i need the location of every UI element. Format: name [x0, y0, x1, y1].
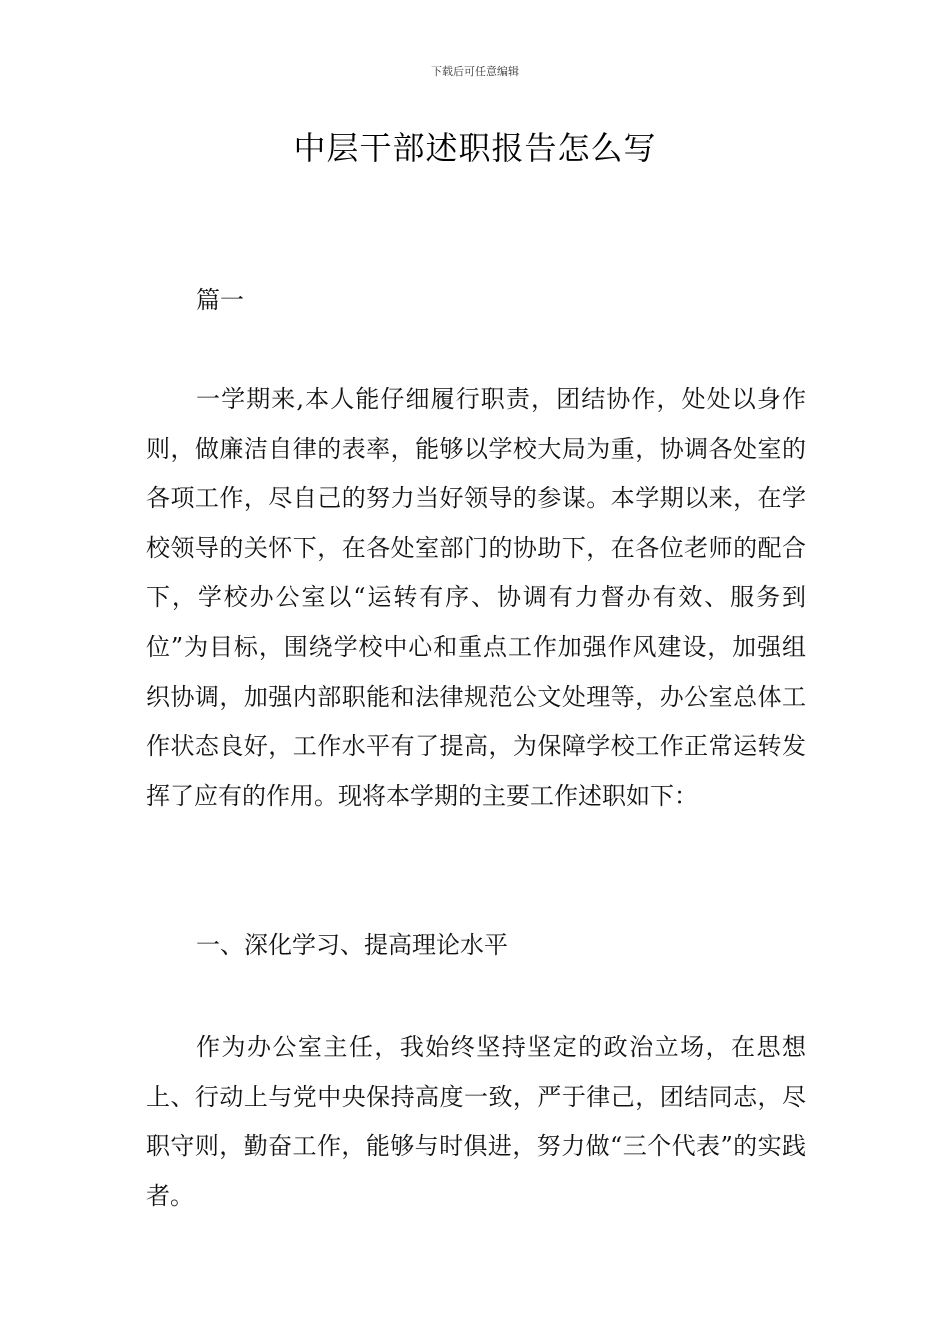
document-title: 中层干部述职报告怎么写 [293, 129, 657, 167]
header-note: 下载后可任意编辑 [431, 65, 519, 78]
paragraph-section-1: 作为办公室主任，我始终坚持坚定的政治立场，在思想上、行动上与党中央保持高度一致，严于律己，团结同志，尽职守则，勤奋工作，能够与时俱进，努力做“三个代表”的实践者。 [146, 1033, 806, 1210]
paragraph-intro: 一学期来,本人能仔细履行职责，团结协作，处处以身作则，做廉洁自律的表率，能够以学校大局为重，协调各处室的各项工作，尽自己的努力当好领导的参谋。本学期以来，在学校领导的关怀下，在各处室部门的协助下，在各位老师的配合下，学校办公室以“运转有序、协调有力督办有效、服务到位”为目标，围绕学校中心和重点工作加强作风建设，加强组织协调，加强内部职能和法律规范公文处理等，办公室总体工作状态良好，工作水平有了提高，为保障学校工作正常运转发挥了应有的作用。现将本学期的主要工作述职如下： [146, 385, 806, 810]
part-label: 篇一 [196, 286, 244, 314]
section-heading: 一、深化学习、提高理论水平 [196, 931, 508, 959]
